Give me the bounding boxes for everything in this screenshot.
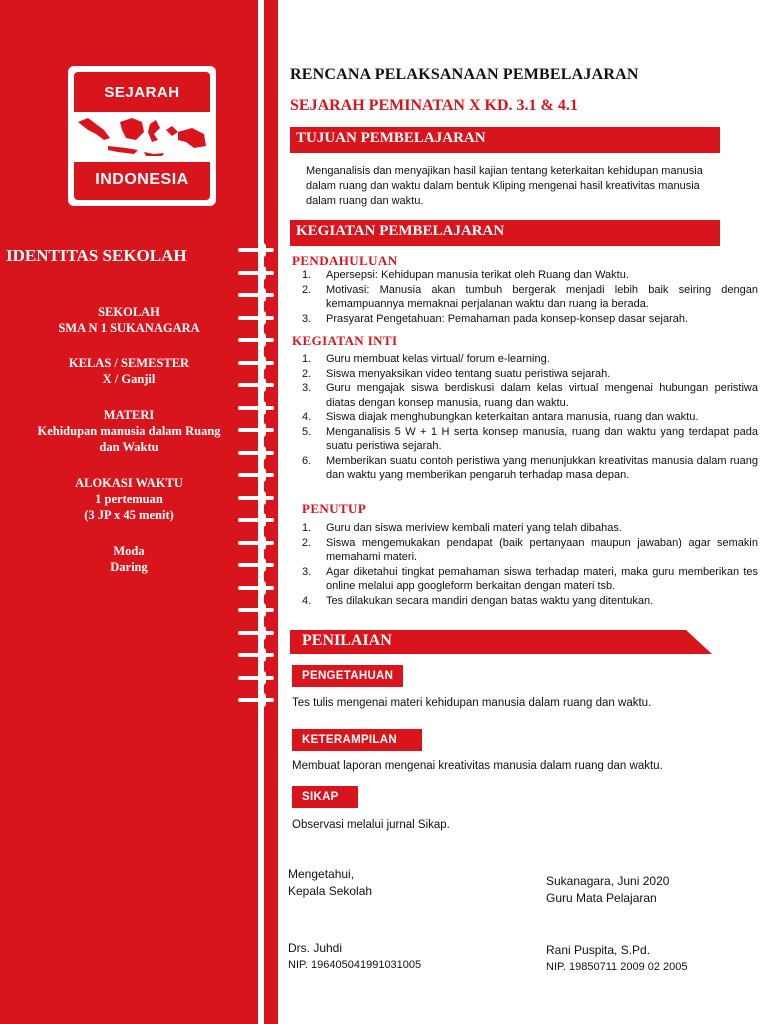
mode-value: Daring [110, 560, 148, 574]
list-item [292, 536, 758, 565]
tujuan-text: Menganalisis dan menyajikan hasil kajian tentang keterkaitan kehidupan manusia dalam ruang dan waktu dalam bentuk Kliping mengenai hasil kreativitas manusia dalam ruang dan waktu. [306, 165, 703, 207]
binding-ring [238, 629, 274, 637]
logo-text-sejarah: SEJARAH [104, 84, 180, 101]
kegiatan-heading: KEGIATAN PEMBELAJARAN [296, 223, 505, 239]
tujuan-banner [290, 127, 720, 153]
binding-ring [238, 606, 274, 614]
signature-left-name [288, 940, 421, 974]
inti-list [292, 352, 758, 483]
list-item-text: Guru membuat kelas virtual/ forum e-learning. [326, 353, 550, 365]
indonesia-map-icon [74, 108, 210, 166]
left-name: Drs. Juhdi [288, 941, 343, 955]
list-item-number: 2. [302, 536, 312, 549]
list-item-number: 1. [302, 269, 312, 281]
binding-ring [238, 516, 274, 524]
list-item-number: 3. [302, 312, 312, 325]
list-item-text: Agar diketahui tingkat pemahaman siswa terhadap materi, maka guru memberikan tes online melalui app googleform berkaitan dengan materi tsb. [326, 565, 758, 592]
binding-ring [238, 561, 274, 569]
list-item-text: Motivasi: Manusia akan tumbuh bergerak menjadi lebih baik seiring dengan kemampuannya memaknai perjalanan waktu dan ruang ia berada. [326, 283, 758, 310]
inti-heading: KEGIATAN INTI [292, 333, 398, 348]
list-item [292, 425, 758, 454]
material-value-2: dan Waktu [99, 440, 159, 454]
list-item [292, 381, 758, 410]
school-info [0, 304, 258, 336]
right-nip: NIP. 19850711 2009 02 2005 [546, 961, 688, 973]
list-item [292, 521, 758, 536]
logo-text-indonesia: INDONESIA [95, 171, 189, 188]
identity-title: IDENTITAS SEKOLAH [6, 246, 187, 265]
list-item-number: 2. [302, 283, 312, 296]
binding-ring [238, 426, 274, 434]
mode-info [0, 543, 258, 575]
mode-label: Moda [113, 544, 145, 558]
signature-left [288, 866, 372, 900]
left-line1: Mengetahui, [288, 867, 355, 881]
time-value-2: (3 JP x 45 menit) [84, 508, 174, 522]
penutup-list [292, 521, 758, 608]
list-item-text: Guru dan siswa meriview kembali materi yang telah dibahas. [326, 522, 622, 534]
binding-ring [238, 494, 274, 502]
class-value: X / Ganjil [102, 372, 156, 386]
pengetahuan-text: Tes tulis mengenai materi kehidupan manusia dalam ruang dan waktu. [292, 697, 652, 709]
list-item-text: Apersepsi: Kehidupan manusia terikat oleh Ruang dan Waktu. [326, 269, 629, 281]
school-value: SMA N 1 SUKANAGARA [58, 321, 200, 335]
binding-ring [238, 651, 274, 659]
list-item-text: Siswa diajak menghubungkan keterkaitan antara manusia, ruang dan waktu. [326, 411, 699, 423]
list-item-number: 3. [302, 382, 312, 394]
penilaian-heading: PENILAIAN [302, 632, 392, 649]
keterampilan-text: Membuat laporan mengenai kreativitas manusia dalam ruang dan waktu. [292, 760, 663, 772]
list-item-text: Memberikan suatu contoh peristiwa yang menunjukkan kreativitas manusia dalam ruang dan waktu yang memberikan pengaruh terhadap masa depan. [326, 454, 758, 481]
class-label: KELAS / SEMESTER [68, 356, 190, 370]
list-item-number: 2. [302, 367, 312, 380]
binding-ring [238, 381, 274, 389]
school-label: SEKOLAH [98, 305, 160, 319]
time-label: ALOKASI WAKTU [75, 476, 183, 490]
pengetahuan-tag: PENGETAHUAN [292, 665, 403, 687]
list-item [292, 565, 758, 594]
kegiatan-banner [290, 220, 720, 246]
list-item-number: 4. [302, 411, 312, 423]
left-line2: Kepala Sekolah [288, 884, 373, 898]
binding-ring [238, 674, 274, 682]
signature-right [546, 873, 669, 907]
list-item-number: 1. [302, 353, 312, 365]
list-item [292, 312, 758, 327]
binding-ring [238, 696, 274, 704]
sikap-text: Observasi melalui jurnal Sikap. [292, 819, 450, 831]
binding-ring [238, 291, 274, 299]
binding-ring [238, 246, 274, 254]
list-item-number: 1. [302, 522, 312, 534]
time-info [0, 475, 258, 523]
pendahuluan-heading: PENDAHULUAN [292, 253, 398, 268]
material-value-1: Kehidupan manusia dalam Ruang [37, 424, 221, 438]
material-info [0, 407, 258, 455]
list-item-text: Siswa mengemukakan pendapat (baik pertanyaan maupun jawaban) agar semakin memahami materi. [326, 536, 758, 563]
penilaian-banner [290, 630, 670, 654]
binding-ring [238, 359, 274, 367]
list-item-number: 4. [302, 594, 312, 607]
sejarah-indonesia-logo [68, 66, 216, 206]
penilaian-banner-slant [668, 630, 712, 654]
binding-ring [238, 336, 274, 344]
tujuan-heading: TUJUAN PEMBELAJARAN [296, 130, 486, 146]
binding-ring [238, 269, 274, 277]
list-item-text: Siswa menyaksikan video tentang suatu peristiwa sejarah. [326, 367, 611, 380]
binding-ring [238, 471, 274, 479]
list-item-text: Guru mengajak siswa berdiskusi dalam kelas virtual mengenai hubungan peristiwa diatas dengan konsep manusia, ruang dan waktu. [326, 382, 758, 409]
binding-ring [238, 314, 274, 322]
sidebar-edge [264, 0, 278, 1024]
time-value-1: 1 pertemuan [95, 492, 163, 506]
left-nip: NIP. 196405041991031005 [288, 959, 422, 971]
material-label: MATERI [103, 408, 155, 422]
list-item [292, 454, 758, 483]
class-info [0, 355, 258, 387]
binding-ring [238, 404, 274, 412]
binding-ring [238, 449, 274, 457]
penutup-heading: PENUTUP [302, 501, 367, 516]
list-item [292, 410, 758, 425]
list-item [292, 268, 758, 283]
list-item [292, 352, 758, 367]
sikap-tag: SIKAP [292, 786, 358, 808]
page-title: RENCANA PELAKSANAAN PEMBELAJARAN [290, 66, 639, 83]
list-item-number: 5. [302, 425, 312, 438]
binding-ring [238, 539, 274, 547]
list-item-number: 6. [302, 454, 312, 467]
right-name: Rani Puspita, S.Pd. [546, 943, 651, 957]
list-item [292, 367, 758, 382]
page-subtitle: SEJARAH PEMINATAN X KD. 3.1 & 4.1 [290, 97, 578, 114]
right-line2: Guru Mata Pelajaran [546, 891, 657, 905]
list-item-text: Tes dilakukan secara mandiri dengan batas waktu yang ditentukan. [326, 594, 654, 607]
right-line1: Sukanagara, Juni 2020 [546, 874, 670, 888]
binding-ring [238, 584, 274, 592]
list-item-number: 3. [302, 565, 312, 578]
pendahuluan-list [292, 268, 758, 326]
list-item [292, 283, 758, 312]
keterampilan-tag: KETERAMPILAN [292, 729, 422, 751]
list-item-text: Menganalisis 5 W + 1 H serta konsep manusia, ruang dan waktu yang terdapat pada suatu peristiwa sejarah. [326, 425, 758, 452]
signature-right-name [546, 942, 688, 976]
list-item-text: Prasyarat Pengetahuan: Pemahaman pada konsep-konsep dasar sejarah. [326, 312, 689, 325]
list-item [292, 594, 758, 609]
